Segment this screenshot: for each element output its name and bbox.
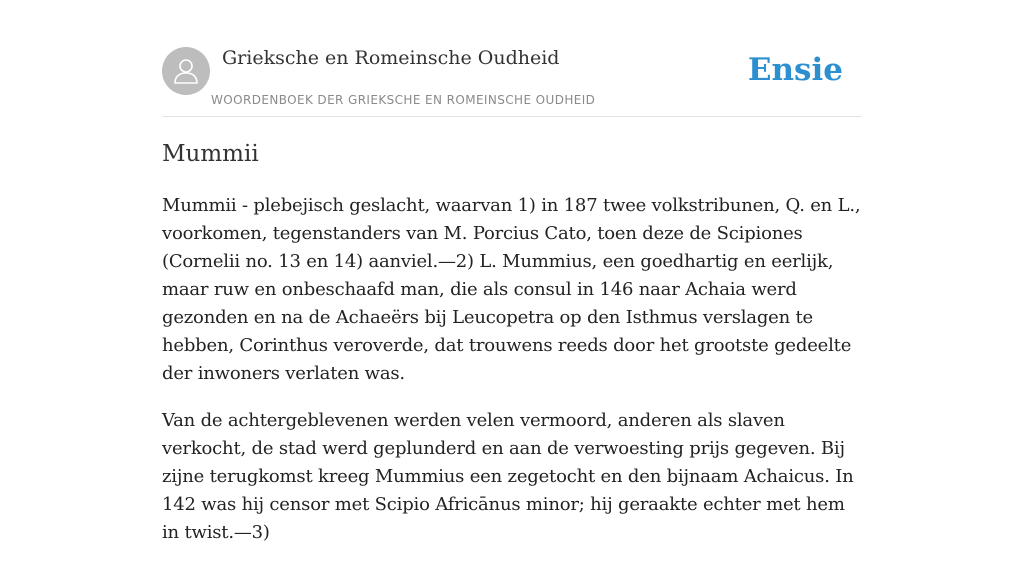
user-silhouette-icon <box>171 56 201 86</box>
article-paragraph: Van de achtergeblevenen werden velen vermoord, anderen als slaven verkocht, de stad werd geplunderd en aan de verwoesting prijs gegeven. Bij zijne terugkomst kreeg Mummius een zegetocht en den bijnaam Achaicus. In 142 was hij censor met Scipio Africānus minor; hij geraakte echter met hem in twist.—3) <box>162 410 854 543</box>
article-title: Mummii <box>162 141 259 167</box>
article-paragraph: Mummii - plebejisch geslacht, waarvan 1) in 187 twee volkstribunen, Q. en L., voorkomen, tegenstanders van M. Porcius Cato, toen deze de Scipiones (Cornelii no. 13 en 14) aanviel.—2) L. Mummius, een goedhartig en eerlijk, maar ruw en onbeschaafd man, die als consul in 146 naar Achaia werd gezonden en na de Achaeërs bij Leucopetra op den Isthmus verslagen te hebben, Corinthus veroverde, dat trouwens reeds door het grootste gedeelte der inwoners verlaten was. <box>162 195 861 384</box>
ensie-logo[interactable]: Ensie <box>747 52 843 88</box>
source-header <box>162 46 862 117</box>
source-title[interactable]: Grieksche en Romeinsche Oudheid <box>222 47 560 69</box>
source-subtitle: WOORDENBOEK DER GRIEKSCHE EN ROMEINSCHE OUDHEID <box>211 93 596 107</box>
source-avatar[interactable] <box>162 47 210 95</box>
article-body <box>162 192 862 566</box>
